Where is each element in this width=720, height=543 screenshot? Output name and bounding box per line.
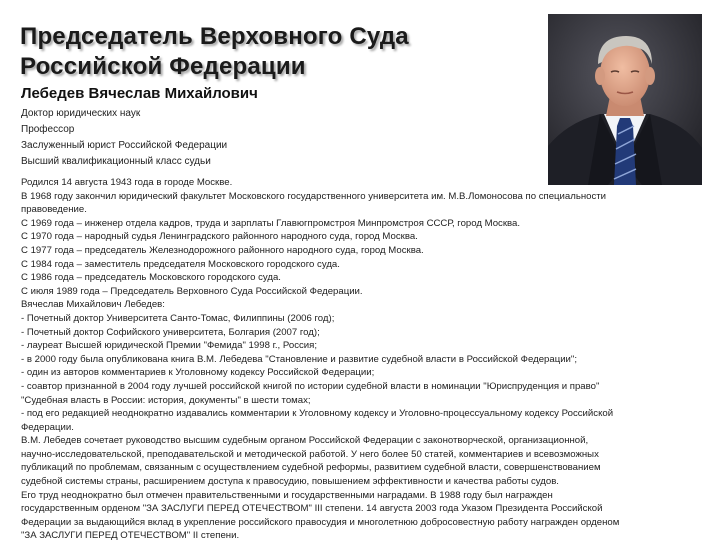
bio-line: С 1986 года – председатель Московского городского суда. (21, 272, 281, 284)
bio-line: С 1970 года – народный судья Ленинградского районного народного суда, город Москва. (21, 231, 418, 243)
credential-item: Профессор (21, 124, 75, 135)
credential-item: Высший квалификационный класс судьи (21, 156, 211, 167)
portrait-illustration (548, 14, 702, 185)
bio-line: - соавтор признанной в 2004 году лучшей российской книгой по истории судебной власти в номинации "Юриспруденция и право" (21, 380, 600, 392)
bio-line: Вячеслав Михайлович Лебедев: (21, 299, 165, 311)
bio-line: - лауреат Высшей юридической Премии "Фемида" 1998 г., Россия; (21, 340, 318, 352)
biography-text (21, 176, 711, 543)
credentials-list (21, 106, 227, 170)
bio-line: Родился 14 августа 1943 года в городе Москве. (21, 177, 233, 188)
bio-line: Федерации. (21, 421, 74, 433)
bio-line: Его труд неоднократно был отмечен правительственными и государственными наградами. В 1988 году был награжден (21, 489, 553, 501)
bio-line: государственным орденом "ЗА ЗАСЛУГИ ПЕРЕД ОТЕЧЕСТВОМ" III степени. 14 августа 2003 года Указом Президента Российской (21, 503, 603, 515)
person-name: Лебедев Вячеслав Михайлович (21, 85, 258, 102)
bio-line: "ЗА ЗАСЛУГИ ПЕРЕД ОТЕЧЕСТВОМ" II степени. (21, 530, 240, 542)
bio-line: "Судебная власть в России: история, документы" в шести томах; (21, 394, 311, 406)
bio-line: С 1969 года – инженер отдела кадров, труда и зарплаты Главюгпромстроя Минпромстроя СССР, город Москва. (21, 217, 521, 229)
bio-line: В 1968 году закончил юридический факультет Московского государственного университета им. М.В.Ломоносова по специальности (21, 190, 607, 202)
bio-line: С июля 1989 года – Председатель Верховного Суда Российской Федерации. (21, 285, 363, 297)
bio-line: Федерации за выдающийся вклад в укрепление российского правосудия и многолетнюю добросовестную работу награжден орденом (21, 516, 620, 528)
bio-line: судебной системы страны, расширением доступа к правосудию, повышением эффективности и качества работы судов. (21, 476, 559, 488)
bio-line: - один из авторов комментариев к Уголовному кодексу Российской Федерации; (21, 367, 375, 379)
bio-line: научно-исследовательской, преподавательской и методической работой. У него более 50 статей, комментариев и всевозможных (21, 448, 599, 460)
title-line-2: Российской Федерации (20, 53, 306, 80)
bio-line: правоведение. (21, 204, 87, 216)
slide-title (20, 22, 540, 82)
bio-line: - Почетный доктор Университета Санто-Томас, Филиппины (2006 год); (21, 312, 335, 324)
bio-line: публикаций по проблемам, связанным с осуществлением судебной реформы, развитием судебной власти, совершенствованием (21, 462, 601, 474)
bio-line: С 1984 года – заместитель председателя Московского городского суда. (21, 258, 340, 270)
bio-line: В.М. Лебедев сочетает руководство высшим судебным органом Российской Федерации с законотворческой, организационной, (21, 435, 589, 447)
portrait-photo (548, 14, 702, 185)
bio-line: - под его редакцией неоднократно издавались комментарии к Уголовному кодексу и Уголовно-процессуальному кодексу Российской (21, 408, 614, 420)
bio-line: - в 2000 году была опубликована книга В.М. Лебедева "Становление и развитие судебной власти в Российской Федерации"; (21, 353, 577, 365)
credential-item: Доктор юридических наук (21, 108, 141, 119)
title-line-1: Председатель Верховного Суда (20, 23, 409, 50)
credential-item: Заслуженный юрист Российской Федерации (21, 140, 228, 151)
bio-line: - Почетный доктор Софийского университета, Болгария (2007 год); (21, 326, 320, 338)
bio-line: С 1977 года – председатель Железнодорожного районного народного суда, город Москва. (21, 244, 424, 256)
